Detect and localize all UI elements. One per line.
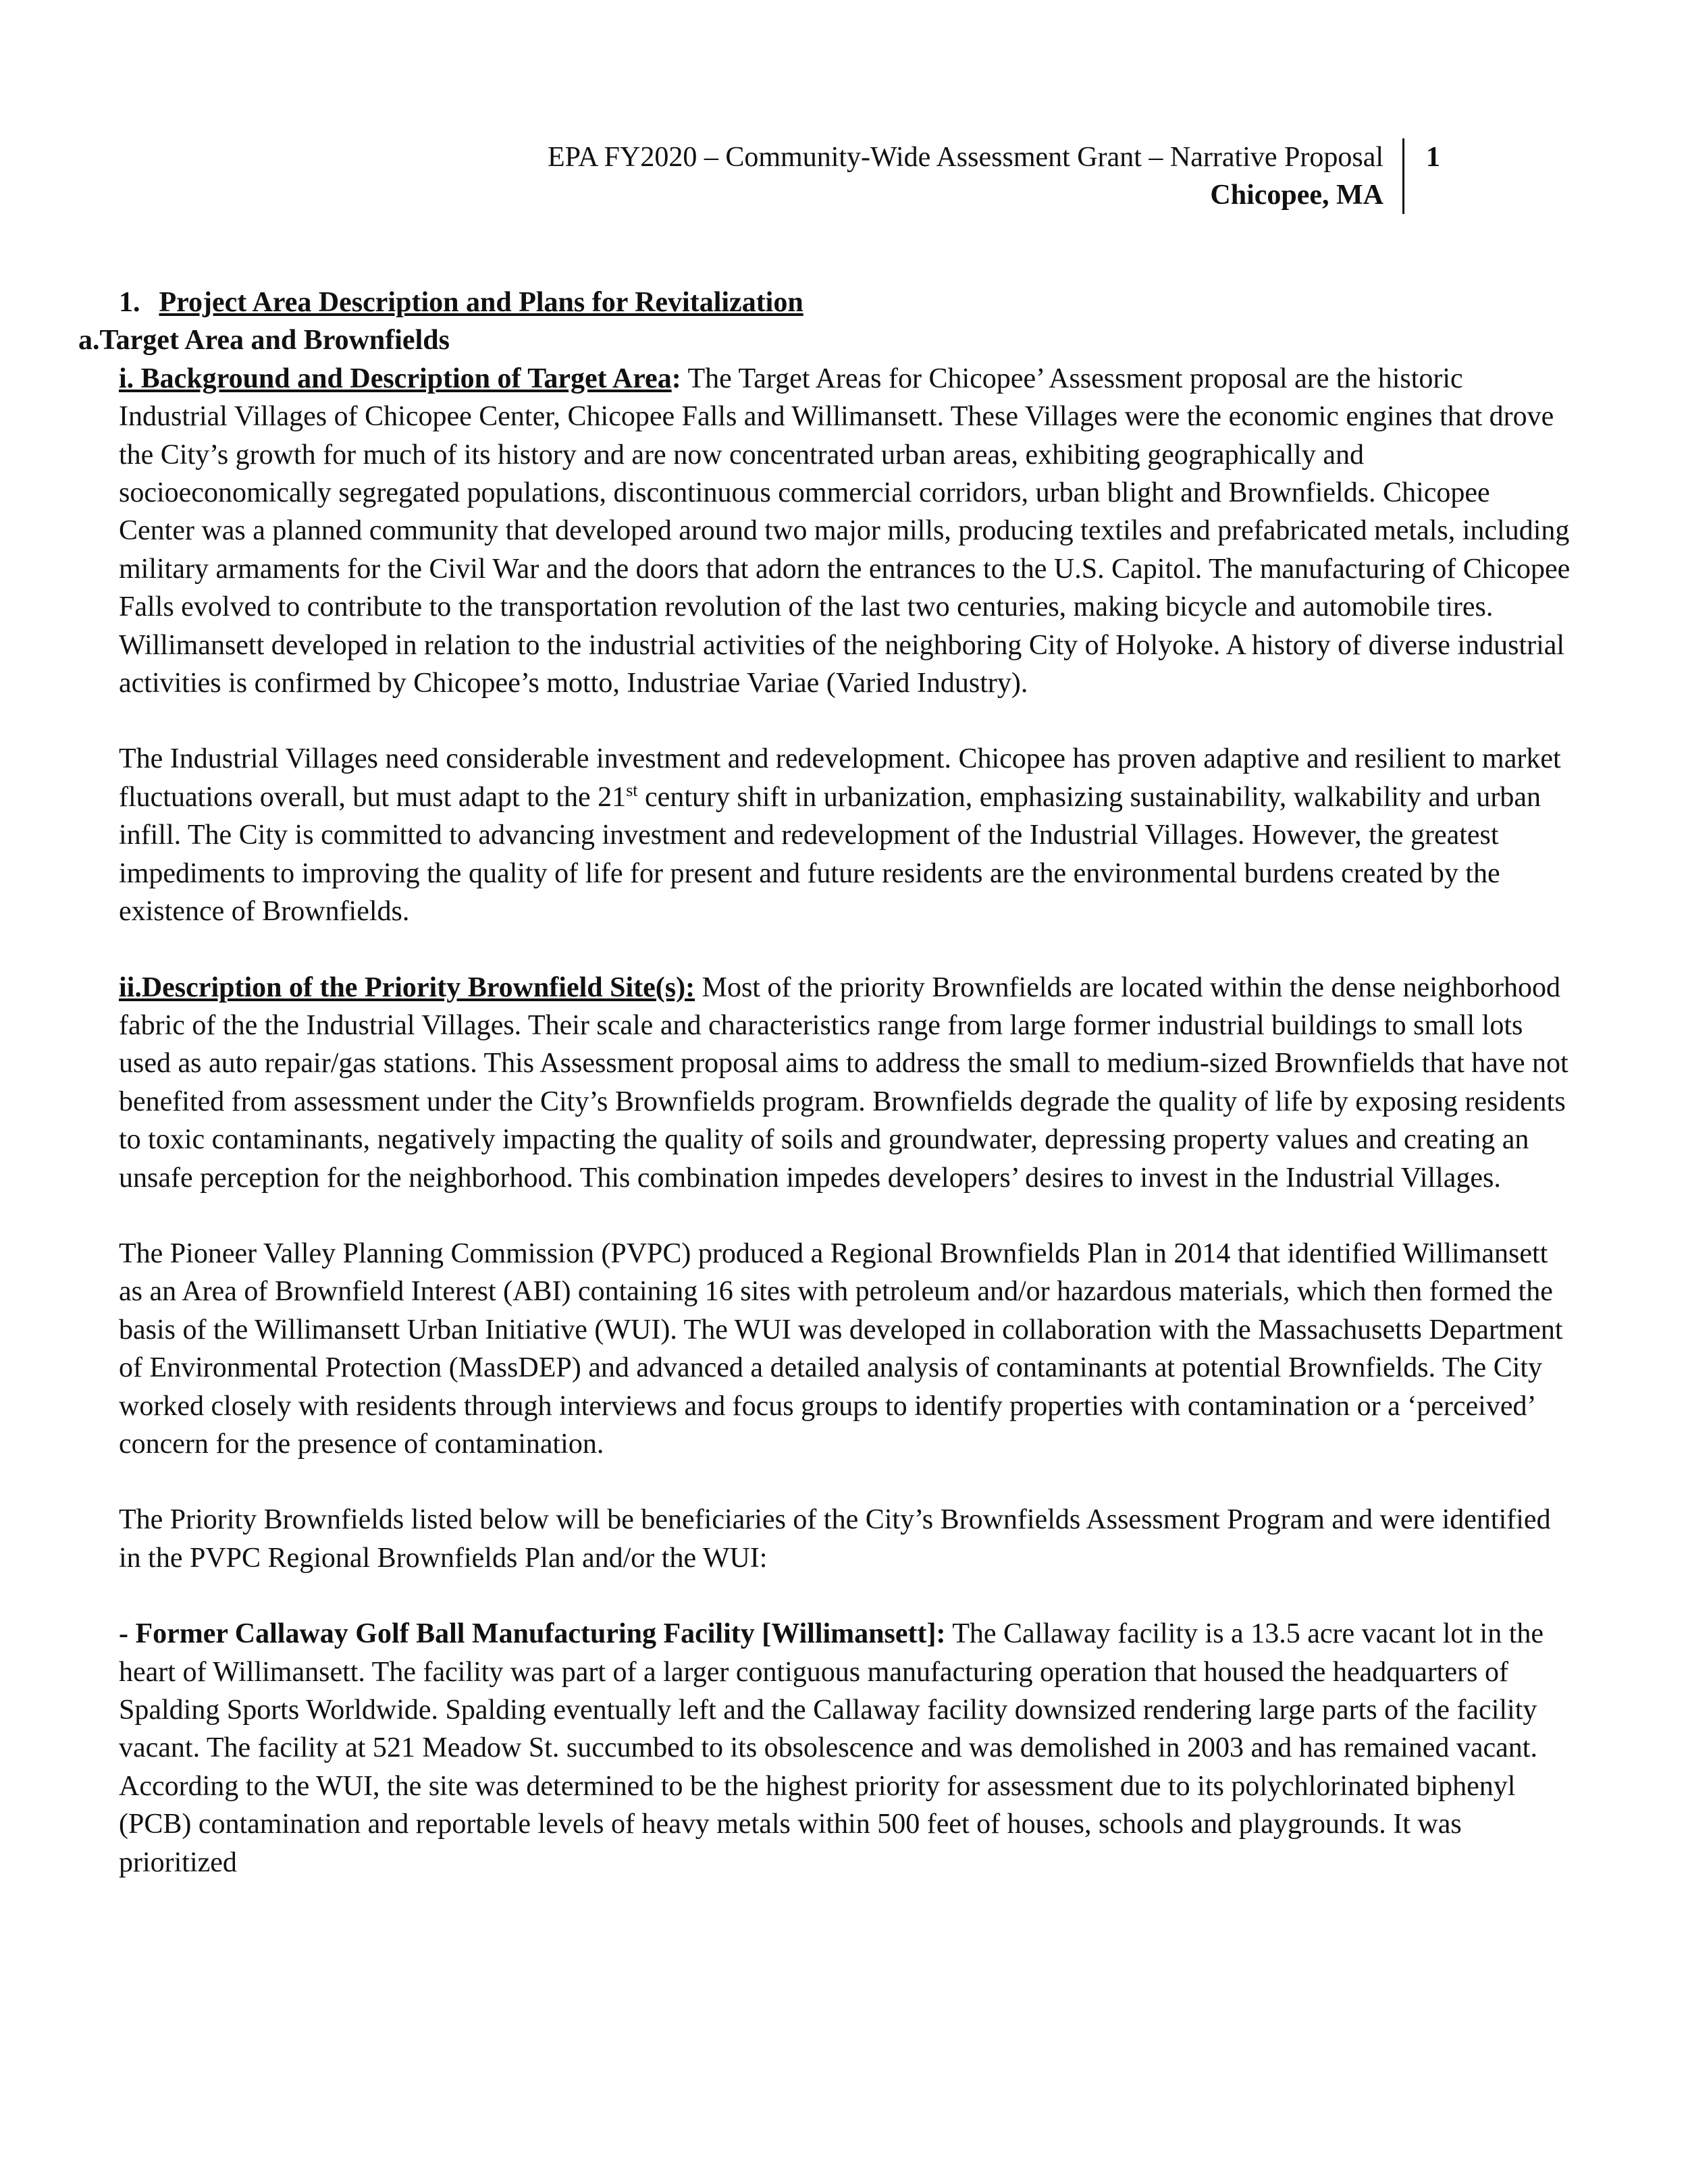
paragraph-lead: - Former Callaway Golf Ball Manufacturing Facility [Willimansett]: bbox=[119, 1618, 946, 1650]
lead-colon: : bbox=[671, 363, 681, 394]
paragraph-gap bbox=[119, 1463, 1571, 1501]
section-title: Project Area Description and Plans for Revitalization bbox=[159, 287, 803, 318]
paragraph-lead: ii.Description of the Priority Brownfield Site(s): bbox=[119, 971, 695, 1003]
paragraph-text: Most of the priority Brownfields are located within the dense neighborhood fabric of the the Industrial Villages. Their scale and characteristics range from large former industrial buildings to small lots used as auto repair/gas stations. This Assessment proposal aims to address the small to medium-sized Brownfields that have not benefited from assessment under the City’s Brownfields program. Brownfields degrade the quality of life by exposing residents to toxic contaminants, negatively impacting the quality of soils and groundwater, depressing property values and creating an unsafe perception for the neighborhood. This combination impedes developers’ desires to invest in the Industrial Villages. bbox=[119, 971, 1568, 1194]
subsection-heading: a.Target Area and Brownfields bbox=[78, 325, 450, 356]
paragraph-text: century shift in urbanization, emphasizing sustainability, walkability and urban infill. The City is committed to advancing investment and redevelopment of the Industrial Villages. However, the greatest impediments to improving the quality of life for present and future residents are the environmental burdens created by the existence of Brownfields. bbox=[119, 781, 1541, 928]
paragraph-text: The Industrial Villages need considerable investment and redevelopment. Chicopee has proven adaptive and resilient to market fluctuations overall, but must adapt to the 21 bbox=[119, 743, 1561, 813]
paragraph-gap bbox=[119, 1197, 1571, 1235]
header-location: Chicopee, MA bbox=[1210, 180, 1383, 211]
ordinal-suffix: st bbox=[626, 780, 638, 800]
section-heading bbox=[119, 284, 1571, 321]
paragraph-lead: i. Background and Description of Target Area bbox=[119, 363, 672, 394]
paragraph-text: The Target Areas for Chicopee’ Assessment proposal are the historic Industrial Villages of Chicopee Center, Chicopee Falls and Willimansett. These Villages were the economic engines that drove the City’s growth for much of its history and are now concentrated urban areas, exhibiting geographically and socioeconomically segregated populations, discontinuous commercial corridors, urban blight and Brownfields. Chicopee Center was a planned community that developed around two major mills, producing textiles and prefabricated metals, including military armaments for the Civil War and the doors that adorn the entrances to the U.S. Capitol. The manufacturing of Chicopee Falls evolved to contribute to the transportation revolution of the last two centuries, making bicycle and automobile tires. Willimansett developed in relation to the industrial activities of the neighboring City of Holyoke. A history of diverse industrial activities is confirmed by Chicopee’s motto, Industriae Variae (Varied Industry). bbox=[119, 363, 1571, 699]
paragraph-investment bbox=[119, 740, 1571, 930]
section-number: 1. bbox=[119, 287, 140, 318]
paragraph-gap bbox=[119, 702, 1571, 740]
paragraph-gap bbox=[119, 931, 1571, 969]
paragraph-pvpc: The Pioneer Valley Planning Commission (PVPC) produced a Regional Brownfields Plan in 2014 that identified Willimansett as an Area of Brownfield Interest (ABI) containing 16 sites with petroleum and/or hazardous materials, which then formed the basis of the Willimansett Urban Initiative (WUI). The WUI was developed in collaboration with the Massachusetts Department of Environmental Protection (MassDEP) and advanced a detailed analysis of contaminants at potential Brownfields. The City worked closely with residents through interviews and focus groups to identify properties with contamination or a ‘perceived’ concern for the presence of contamination. bbox=[119, 1237, 1563, 1460]
page-number: 1 bbox=[1426, 142, 1440, 173]
paragraph-gap bbox=[119, 1577, 1571, 1615]
paragraph-priority-sites bbox=[119, 969, 1571, 1197]
running-header bbox=[548, 138, 1404, 214]
paragraph-text: The Callaway facility is a 13.5 acre vacant lot in the heart of Willimansett. The facility was part of a larger contiguous manufacturing operation that housed the headquarters of Spalding Sports Worldwide. Spalding eventually left and the Callaway facility downsized rendering large parts of the facility vacant. The facility at 521 Meadow St. succumbed to its obsolescence and was demolished in 2003 and has remained vacant. According to the WUI, the site was determined to be the highest priority for assessment due to its polychlorinated biphenyl (PCB) contamination and reportable levels of heavy metals within 500 feet of houses, schools and playgrounds. It was prioritized bbox=[119, 1618, 1544, 1878]
paragraph-beneficiaries: The Priority Brownfields listed below will be beneficiaries of the City’s Brownfields Assessment Program and were identified in the PVPC Regional Brownfields Plan and/or the WUI: bbox=[119, 1504, 1551, 1574]
header-title: EPA FY2020 – Community-Wide Assessment Grant – Narrative Proposal bbox=[547, 142, 1383, 173]
document-body bbox=[78, 284, 1571, 1882]
paragraph-callaway bbox=[119, 1615, 1571, 1882]
paragraph-background bbox=[119, 360, 1571, 703]
